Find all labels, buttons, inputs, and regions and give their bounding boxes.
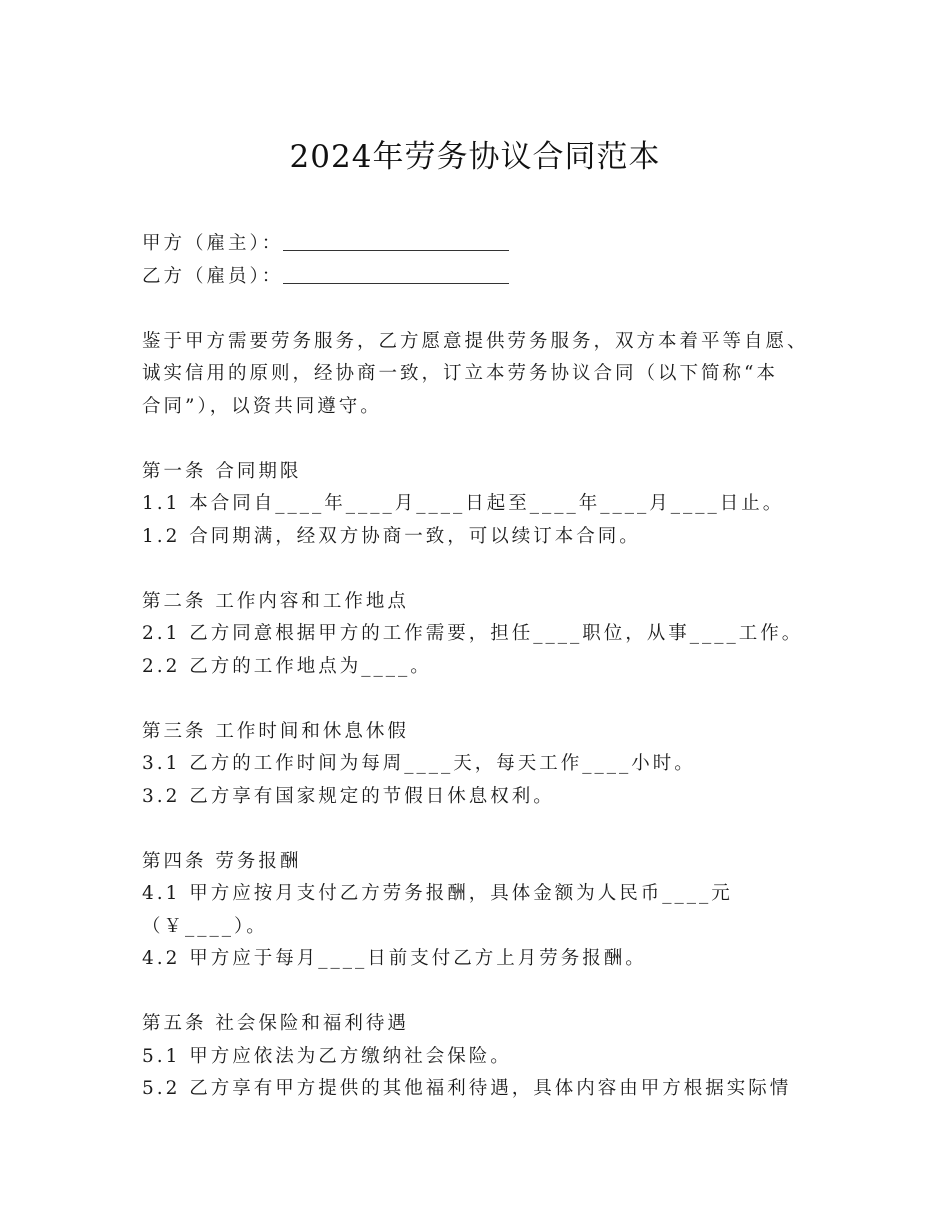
preamble-line: 鉴于甲方需要劳务服务，乙方愿意提供劳务服务，双方本着平等自愿、 bbox=[142, 330, 809, 352]
preamble-line: 合同”），以资共同遵守。 bbox=[142, 395, 382, 417]
article-clause: （￥____）。 bbox=[142, 915, 268, 937]
document-title: 2024年劳务协议合同范本 bbox=[289, 139, 661, 175]
party-a-blank bbox=[283, 230, 509, 251]
article-heading: 第一条 合同期限 bbox=[142, 460, 302, 482]
article-heading: 第四条 劳务报酬 bbox=[142, 850, 302, 872]
article-clause: 3.2 乙方享有国家规定的节假日休息权利。 bbox=[142, 785, 555, 807]
article-clause: 4.2 甲方应于每月____日前支付乙方上月劳务报酬。 bbox=[142, 948, 647, 969]
article-clause: 5.1 甲方应依法为乙方缴纳社会保险。 bbox=[142, 1045, 512, 1067]
party-a-label: 甲方（雇主）： bbox=[142, 233, 284, 254]
party-b-blank bbox=[283, 263, 509, 284]
article-heading: 第五条 社会保险和福利待遇 bbox=[142, 1013, 409, 1034]
article-clause: 1.2 合同期满，经双方协商一致，可以续订本合同。 bbox=[142, 525, 641, 547]
party-b-line bbox=[142, 261, 842, 294]
party-a-line bbox=[142, 228, 842, 261]
article-clause: 1.1 本合同自____年____月____日起至____年____月____日止。 bbox=[142, 493, 785, 514]
article-heading: 第二条 工作内容和工作地点 bbox=[142, 590, 409, 612]
article-clause: 4.1 甲方应按月支付乙方劳务报酬，具体金额为人民币____元 bbox=[142, 883, 733, 904]
article-clause: 3.1 乙方的工作时间为每周____天，每天工作____小时。 bbox=[142, 753, 696, 774]
preamble-line: 诚实信用的原则，经协商一致，订立本劳务协议合同（以下简称“本 bbox=[142, 363, 778, 384]
document-body bbox=[142, 228, 842, 1106]
article-clause: 5.2 乙方享有甲方提供的其他福利待遇，具体内容由甲方根据实际情 bbox=[142, 1078, 792, 1099]
article-clause: 2.1 乙方同意根据甲方的工作需要，担任____职位，从事____工作。 bbox=[142, 623, 804, 644]
article-clause: 2.2 乙方的工作地点为____。 bbox=[142, 655, 432, 677]
article-heading: 第三条 工作时间和休息休假 bbox=[142, 720, 409, 742]
party-b-label: 乙方（雇员）： bbox=[142, 265, 284, 287]
